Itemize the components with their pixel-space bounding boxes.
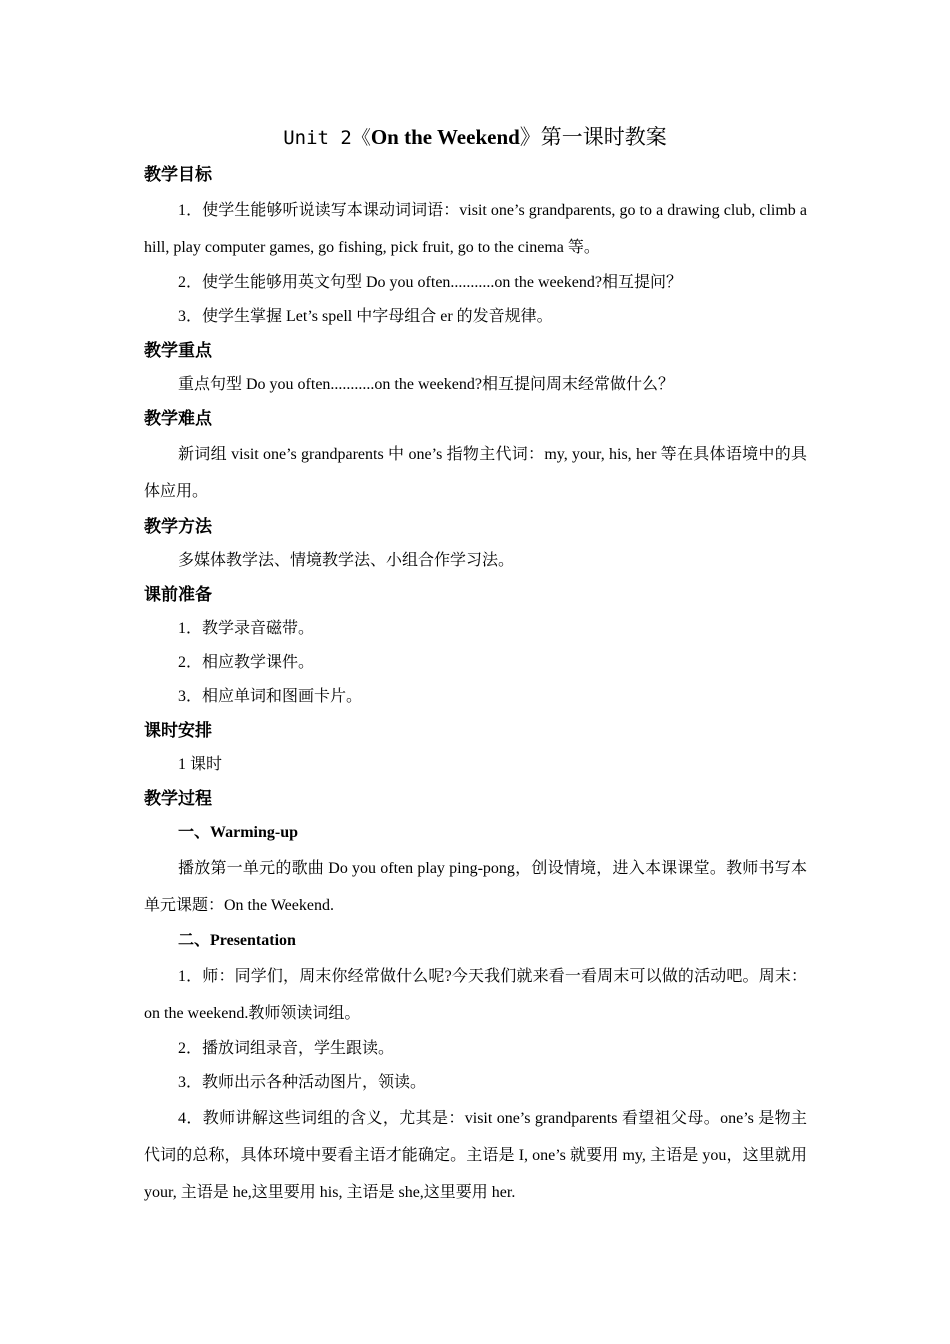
heading-schedule: 课时安排 (144, 721, 212, 741)
heading-method: 教学方法 (144, 517, 212, 537)
presentation-item: 2．播放词组录音，学生跟读。 (178, 1040, 395, 1057)
method-text: 多媒体教学法、情境教学法、小组合作学习法。 (178, 552, 515, 569)
presentation-item: 1．师：同学们，周末你经常做什么呢?今天我们就来看一看周末可以做的活动吧。周末：on the weekend.教师领读词组。 (144, 968, 807, 1022)
document-body (144, 158, 807, 1211)
prep-item: 1．教学录音磁带。 (178, 620, 315, 637)
prep-item: 3．相应单词和图画卡片。 (178, 688, 363, 705)
warmup-title: 一、Warming-up (178, 824, 299, 841)
heading-key: 教学重点 (144, 341, 212, 361)
warmup-text: 播放第一单元的歌曲 Do you often play ping-pong，创设情境，进入本课课堂。教师书写本单元课题：On the Weekend. (144, 860, 807, 914)
schedule-text: 1 课时 (178, 756, 223, 773)
presentation-title: 二、Presentation (178, 932, 296, 949)
title-suffix: 》第一课时教案 (519, 125, 667, 149)
heading-process: 教学过程 (144, 789, 212, 809)
heading-prep: 课前准备 (144, 585, 212, 605)
title-prefix: Unit 2《 (283, 127, 371, 149)
heading-difficulty: 教学难点 (144, 409, 212, 429)
presentation-item: 3．教师出示各种活动图片，领读。 (178, 1074, 427, 1091)
presentation-item: 4．教师讲解这些词组的含义，尤其是：visit one’s grandparents 看望祖父母。one’s 是物主代词的总称，具体环境中要看主语才能确定。主语是 I, one’s 就要用 my, 主语是 you，这里就用 your, 主语是 he,这里要用 his, 主语是 she,这里要用 her. (144, 1110, 807, 1201)
difficulty-text: 新词组 visit one’s grandparents 中 one’s 指物主代词：my, your, his, her 等在具体语境中的具体应用。 (144, 446, 807, 500)
title-bold: On the Weekend (370, 125, 520, 149)
goal-item: 3．使学生掌握 Let’s spell 中字母组合 er 的发音规律。 (178, 308, 553, 325)
prep-item: 2．相应教学课件。 (178, 654, 315, 671)
goal-item: 1．使学生能够听说读写本课动词词语：visit one’s grandparents, go to a drawing club, climb a hill, play computer games, go fishing, pick fruit, go to the cinema 等。 (144, 202, 807, 256)
heading-goals: 教学目标 (144, 165, 212, 185)
page-title (0, 122, 950, 153)
goal-item: 2．使学生能够用英文句型 Do you often...........on the weekend?相互提问？ (178, 274, 682, 291)
key-text: 重点句型 Do you often...........on the weekend?相互提问周末经常做什么？ (178, 376, 674, 393)
